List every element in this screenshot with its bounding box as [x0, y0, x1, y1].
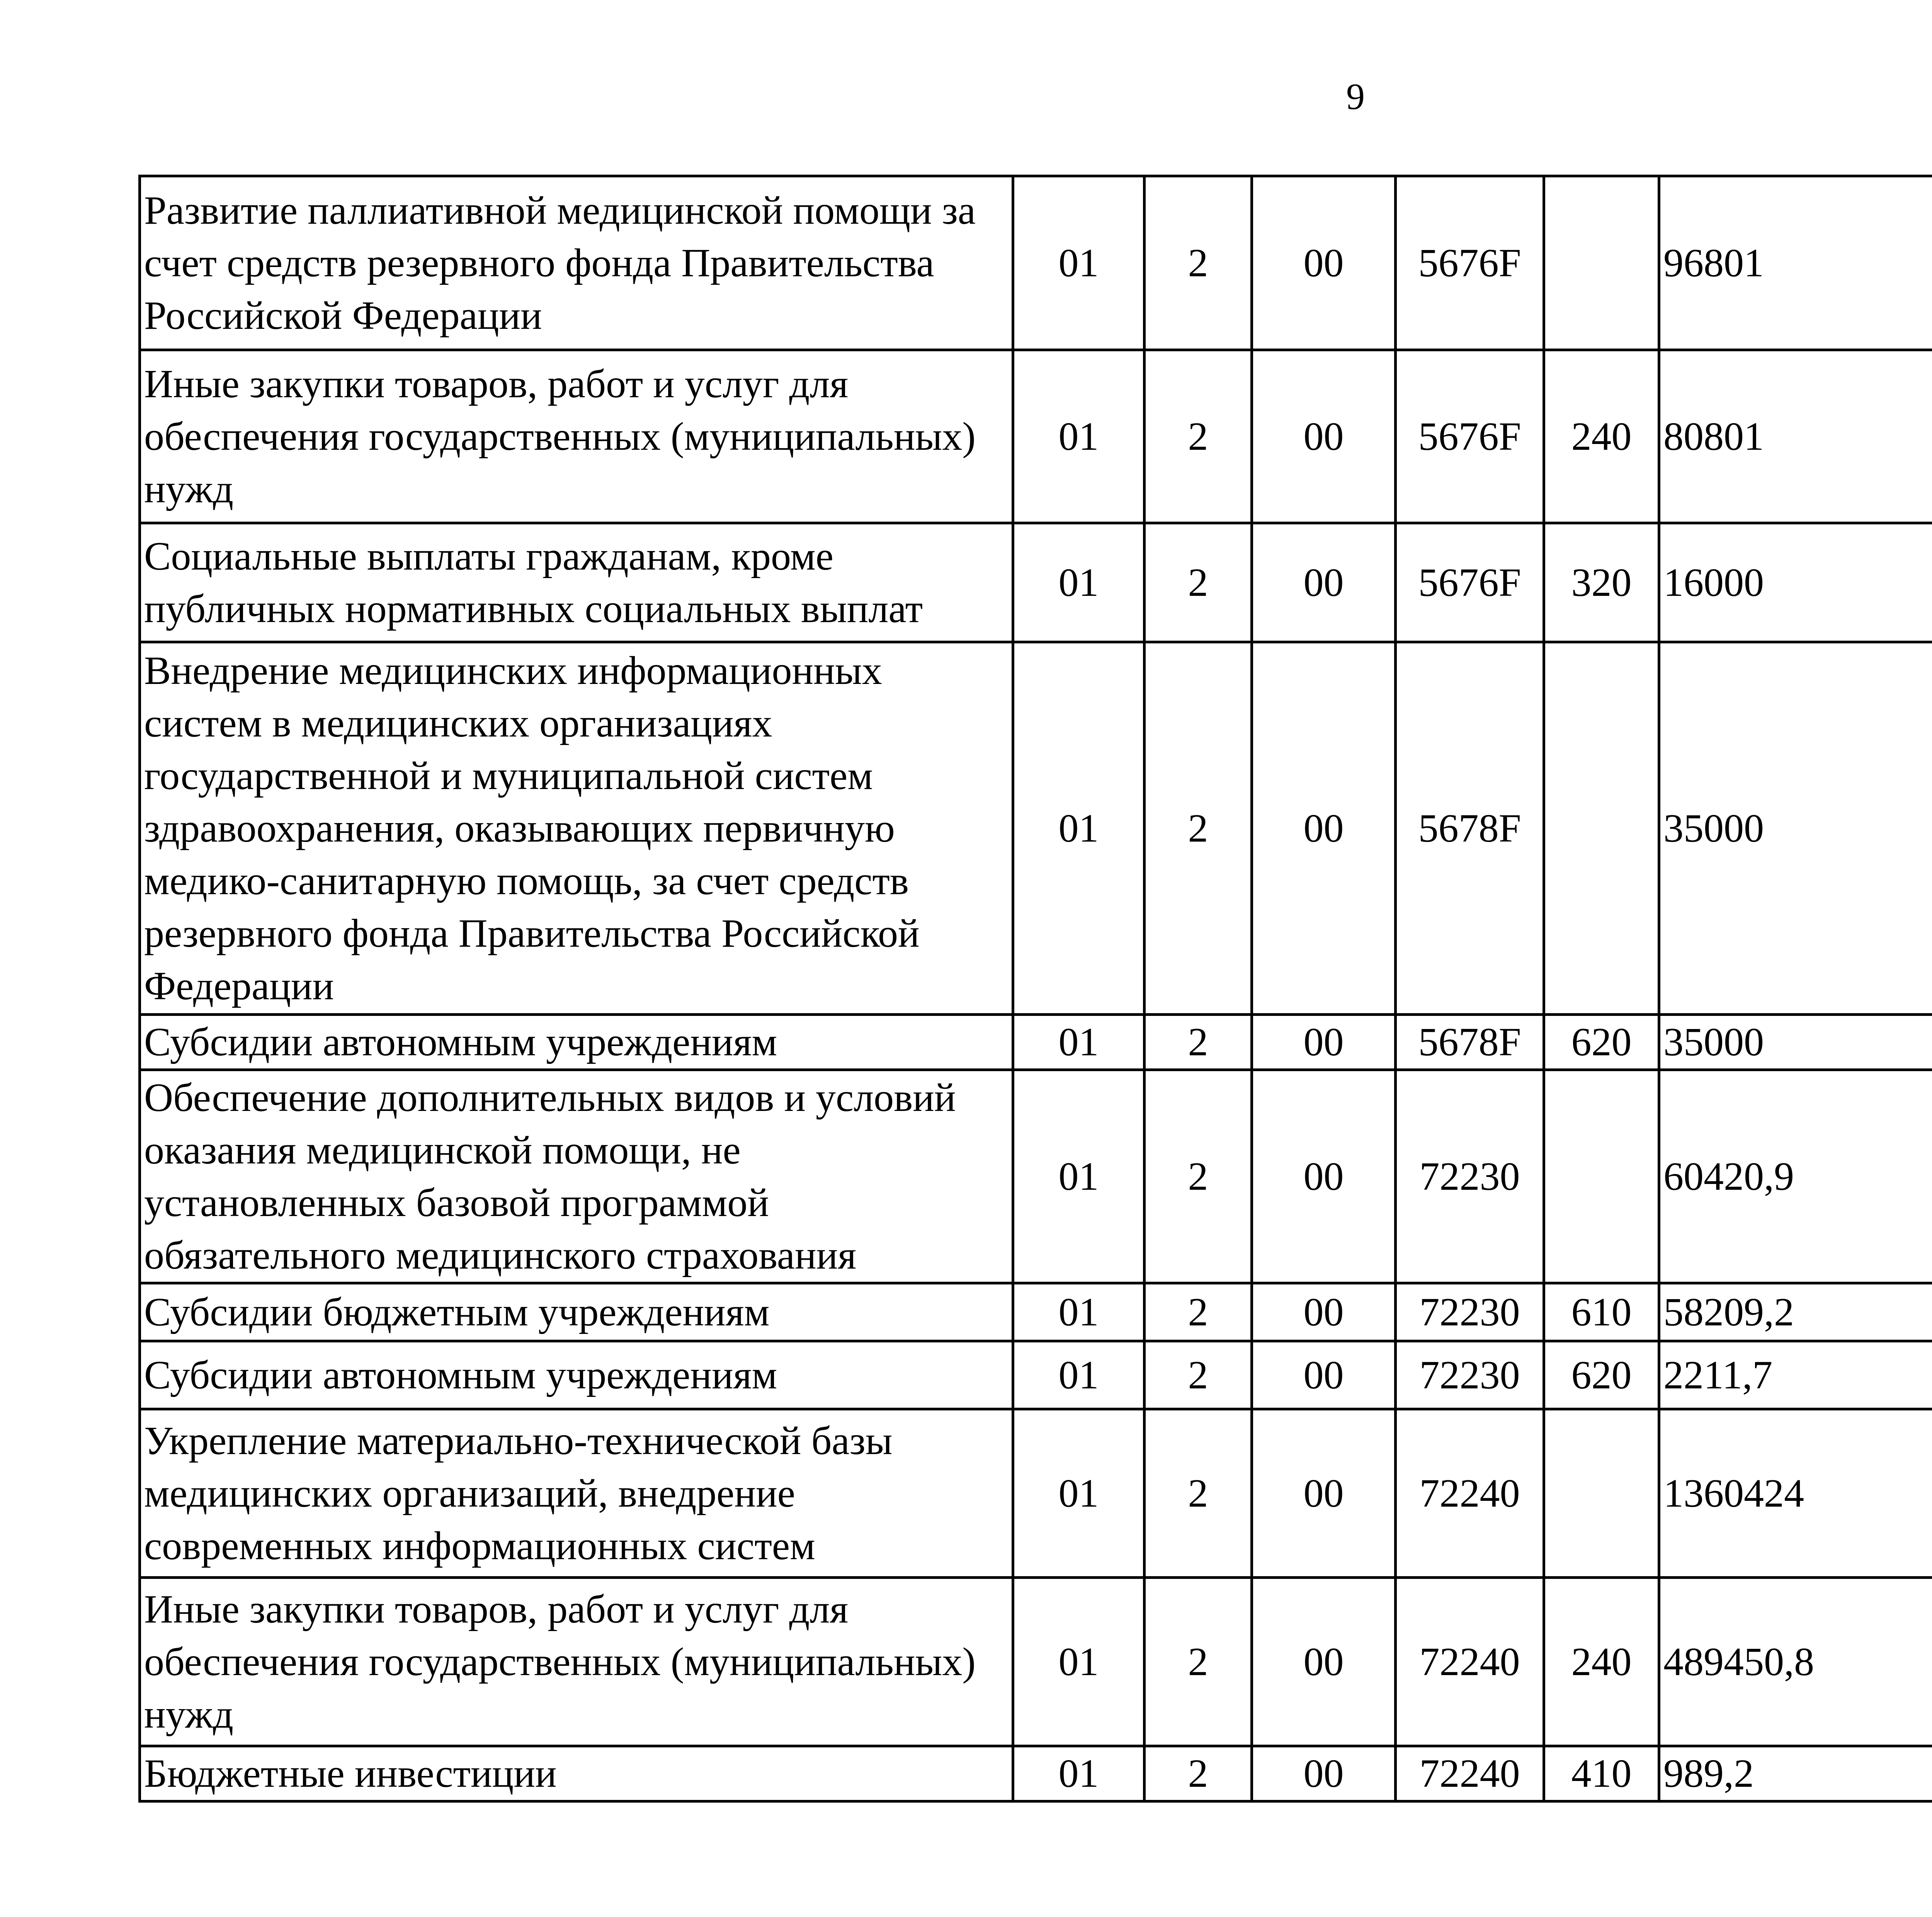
amount-year-1: 96801	[1659, 176, 1932, 350]
budget-table-body	[140, 176, 1932, 1801]
table-row	[140, 1341, 1932, 1409]
code-direction: 5678F	[1396, 1015, 1544, 1070]
row-name: Субсидии автономным учреждениям	[140, 1015, 1013, 1070]
code-subprogram: 2	[1145, 1283, 1252, 1341]
amount-year-1: 489450,8	[1659, 1578, 1932, 1746]
row-name: Иные закупки товаров, работ и услуг для обеспечения государственных (муниципальных) нужд	[140, 350, 1013, 523]
code-event: 00	[1252, 1578, 1396, 1746]
code-direction: 72230	[1396, 1341, 1544, 1409]
code-program: 01	[1013, 1015, 1145, 1070]
amount-year-1: 35000	[1659, 642, 1932, 1015]
amount-year-1: 35000	[1659, 1015, 1932, 1070]
row-name: Субсидии автономным учреждениям	[140, 1341, 1013, 1409]
amount-year-1: 58209,2	[1659, 1283, 1932, 1341]
amount-year-1: 16000	[1659, 523, 1932, 642]
code-subprogram: 2	[1145, 1578, 1252, 1746]
code-expense-type: 240	[1544, 1578, 1659, 1746]
page-number: 9	[1346, 76, 1365, 117]
row-name: Бюджетные инвестиции	[140, 1746, 1013, 1801]
code-subprogram: 2	[1145, 1070, 1252, 1283]
code-direction: 5676F	[1396, 176, 1544, 350]
amount-year-1: 60420,9	[1659, 1070, 1932, 1283]
code-event: 00	[1252, 1746, 1396, 1801]
code-program: 01	[1013, 1341, 1145, 1409]
code-direction: 5676F	[1396, 350, 1544, 523]
amount-year-1: 2211,7	[1659, 1341, 1932, 1409]
row-name: Иные закупки товаров, работ и услуг для обеспечения государственных (муниципальных) нужд	[140, 1578, 1013, 1746]
code-program: 01	[1013, 523, 1145, 642]
row-name: Социальные выплаты гражданам, кроме публичных нормативных социальных выплат	[140, 523, 1013, 642]
code-program: 01	[1013, 1578, 1145, 1746]
code-direction: 72240	[1396, 1746, 1544, 1801]
code-direction: 72240	[1396, 1578, 1544, 1746]
code-expense-type	[1544, 176, 1659, 350]
table-row	[140, 1283, 1932, 1341]
code-event: 00	[1252, 1409, 1396, 1578]
table-row	[140, 1409, 1932, 1578]
code-direction: 72230	[1396, 1283, 1544, 1341]
code-event: 00	[1252, 1283, 1396, 1341]
code-event: 00	[1252, 176, 1396, 350]
row-name: Развитие паллиативной медицинской помощи за счет средств резервного фонда Правительства Российской Федерации	[140, 176, 1013, 350]
code-subprogram: 2	[1145, 1015, 1252, 1070]
code-program: 01	[1013, 350, 1145, 523]
code-expense-type	[1544, 1409, 1659, 1578]
code-expense-type: 410	[1544, 1746, 1659, 1801]
code-event: 00	[1252, 350, 1396, 523]
table-row	[140, 1070, 1932, 1283]
amount-year-1: 1360424	[1659, 1409, 1932, 1578]
code-expense-type: 320	[1544, 523, 1659, 642]
code-expense-type	[1544, 642, 1659, 1015]
code-expense-type: 620	[1544, 1015, 1659, 1070]
table-row	[140, 350, 1932, 523]
code-program: 01	[1013, 642, 1145, 1015]
code-event: 00	[1252, 642, 1396, 1015]
code-expense-type: 240	[1544, 350, 1659, 523]
code-direction: 72230	[1396, 1070, 1544, 1283]
code-subprogram: 2	[1145, 642, 1252, 1015]
code-subprogram: 2	[1145, 1746, 1252, 1801]
table-row	[140, 176, 1932, 350]
code-subprogram: 2	[1145, 1341, 1252, 1409]
code-subprogram: 2	[1145, 350, 1252, 523]
code-event: 00	[1252, 1015, 1396, 1070]
code-event: 00	[1252, 1341, 1396, 1409]
code-program: 01	[1013, 1283, 1145, 1341]
amount-year-1: 989,2	[1659, 1746, 1932, 1801]
code-direction: 5676F	[1396, 523, 1544, 642]
code-event: 00	[1252, 1070, 1396, 1283]
amount-year-1: 80801	[1659, 350, 1932, 523]
table-row	[140, 523, 1932, 642]
row-name: Обеспечение дополнительных видов и условий оказания медицинской помощи, не установленных базовой программой обязательного медицинского страхования	[140, 1070, 1013, 1283]
row-name: Внедрение медицинских информационных систем в медицинских организациях государственной и муниципальной систем здравоохранения, оказывающих первичную медико-санитарную помощь, за счет средств резервного фонда Правительства Российской Федерации	[140, 642, 1013, 1015]
code-expense-type	[1544, 1070, 1659, 1283]
code-expense-type: 610	[1544, 1283, 1659, 1341]
code-program: 01	[1013, 1409, 1145, 1578]
code-direction: 72240	[1396, 1409, 1544, 1578]
code-program: 01	[1013, 1070, 1145, 1283]
code-event: 00	[1252, 523, 1396, 642]
row-name: Укрепление материально-технической базы медицинских организаций, внедрение современных информационных систем	[140, 1409, 1013, 1578]
code-subprogram: 2	[1145, 1409, 1252, 1578]
table-row	[140, 1578, 1932, 1746]
row-name: Субсидии бюджетным учреждениям	[140, 1283, 1013, 1341]
table-row	[140, 1015, 1932, 1070]
code-program: 01	[1013, 176, 1145, 350]
code-direction: 5678F	[1396, 642, 1544, 1015]
table-row	[140, 642, 1932, 1015]
code-expense-type: 620	[1544, 1341, 1659, 1409]
code-subprogram: 2	[1145, 523, 1252, 642]
budget-table	[138, 175, 1932, 1803]
code-subprogram: 2	[1145, 176, 1252, 350]
table-row	[140, 1746, 1932, 1801]
code-program: 01	[1013, 1746, 1145, 1801]
